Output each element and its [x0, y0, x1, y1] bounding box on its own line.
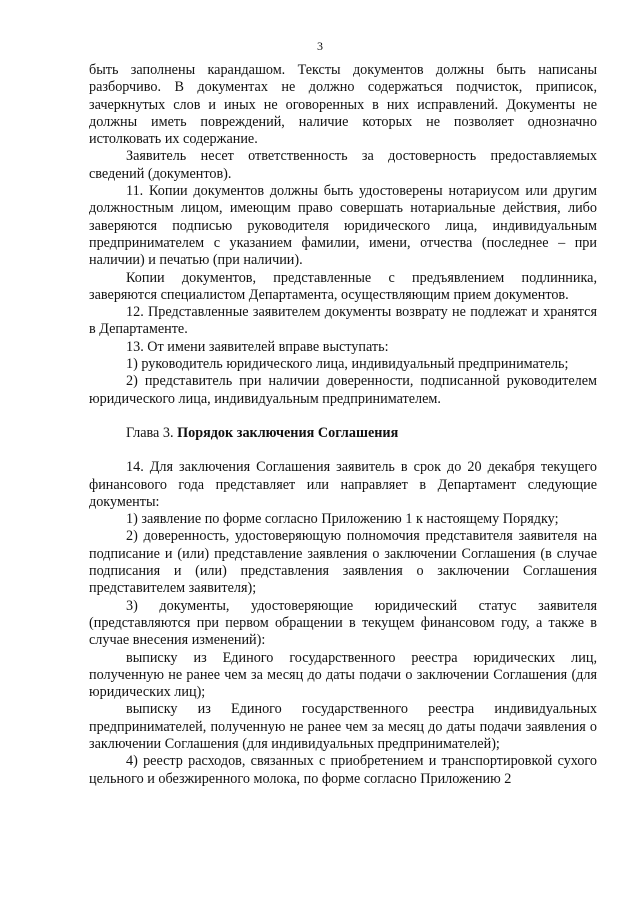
- paragraph: 11. Копии документов должны быть удостоверены нотариусом или другим должностным лицом, имеющим право совершать нотариальные действия, либо заверяются подписью руководителя юридического лица, индивидуальным предпринимателем с указанием фамилии, имени, отчества (последнее – при наличии) и печатью (при наличии).: [89, 183, 597, 269]
- paragraph: 3) документы, удостоверяющие юридический статус заявителя (представляются при первом обращении в текущем финансовом году, а также в случае внесения изменений):: [89, 597, 597, 649]
- section-before-chapter: [89, 62, 597, 408]
- chapter-prefix: Глава 3.: [126, 424, 174, 441]
- paragraph: Заявитель несет ответственность за достоверность предоставляемых сведений (документов).: [89, 148, 597, 182]
- chapter-heading: [89, 425, 597, 442]
- document-body: [89, 62, 597, 788]
- paragraph: выписку из Единого государственного реестра индивидуальных предпринимателей, полученную не ранее чем за месяц до даты подачи заявления о заключении Соглашения (для индивидуальных предпринимателей);: [89, 701, 597, 752]
- spacer: [89, 408, 597, 425]
- paragraph: выписку из Единого государственного реестра юридических лиц, полученную не ранее чем за месяц до даты подачи о заключении Соглашения (для юридических лиц);: [89, 649, 597, 701]
- paragraph: 2) представитель при наличии доверенности, подписанной руководителем юридического лица, индивидуальным предпринимателем.: [89, 373, 597, 407]
- paragraph: 14. Для заключения Соглашения заявитель в срок до 20 декабря текущего финансового года представляет или направляет в Департамент следующие документы:: [89, 459, 597, 510]
- page-number: 3: [317, 39, 323, 53]
- paragraph: 13. От имени заявителей вправе выступать:: [126, 338, 389, 355]
- paragraph: 12. Представленные заявителем документы возврату не подлежат и хранятся в Департаменте.: [89, 304, 597, 338]
- spacer: [89, 442, 597, 459]
- paragraph: 1) заявление по форме согласно Приложению 1 к настоящему Порядку;: [126, 511, 559, 528]
- paragraph: 4) реестр расходов, связанных с приобретением и транспортировкой сухого цельного и обезжиренного молока, по форме согласно Приложению 2: [89, 753, 597, 787]
- section-after-chapter: [89, 459, 597, 788]
- paragraph: быть заполнены карандашом. Тексты документов должны быть написаны разборчиво. В документах не должно содержаться подчисток, приписок, зачеркнутых слов и иных не оговоренных в них исправлений. Документы не должны иметь повреждений, наличие которых не позволяет однозначно истолковать их содержание.: [89, 62, 597, 148]
- paragraph: Копии документов, представленные с предъявлением подлинника, заверяются специалистом Департамента, осуществляющим прием документов.: [89, 269, 597, 303]
- paragraph: 1) руководитель юридического лица, индивидуальный предприниматель;: [126, 356, 569, 373]
- chapter-title: Порядок заключения Соглашения: [177, 424, 399, 441]
- paragraph: 2) доверенность, удостоверяющую полномочия представителя заявителя на подписание и (или) представление заявления о заключении Соглашения (в случае подписания и (или) представления заявления о заключении Соглашения представителем заявителя);: [89, 528, 597, 597]
